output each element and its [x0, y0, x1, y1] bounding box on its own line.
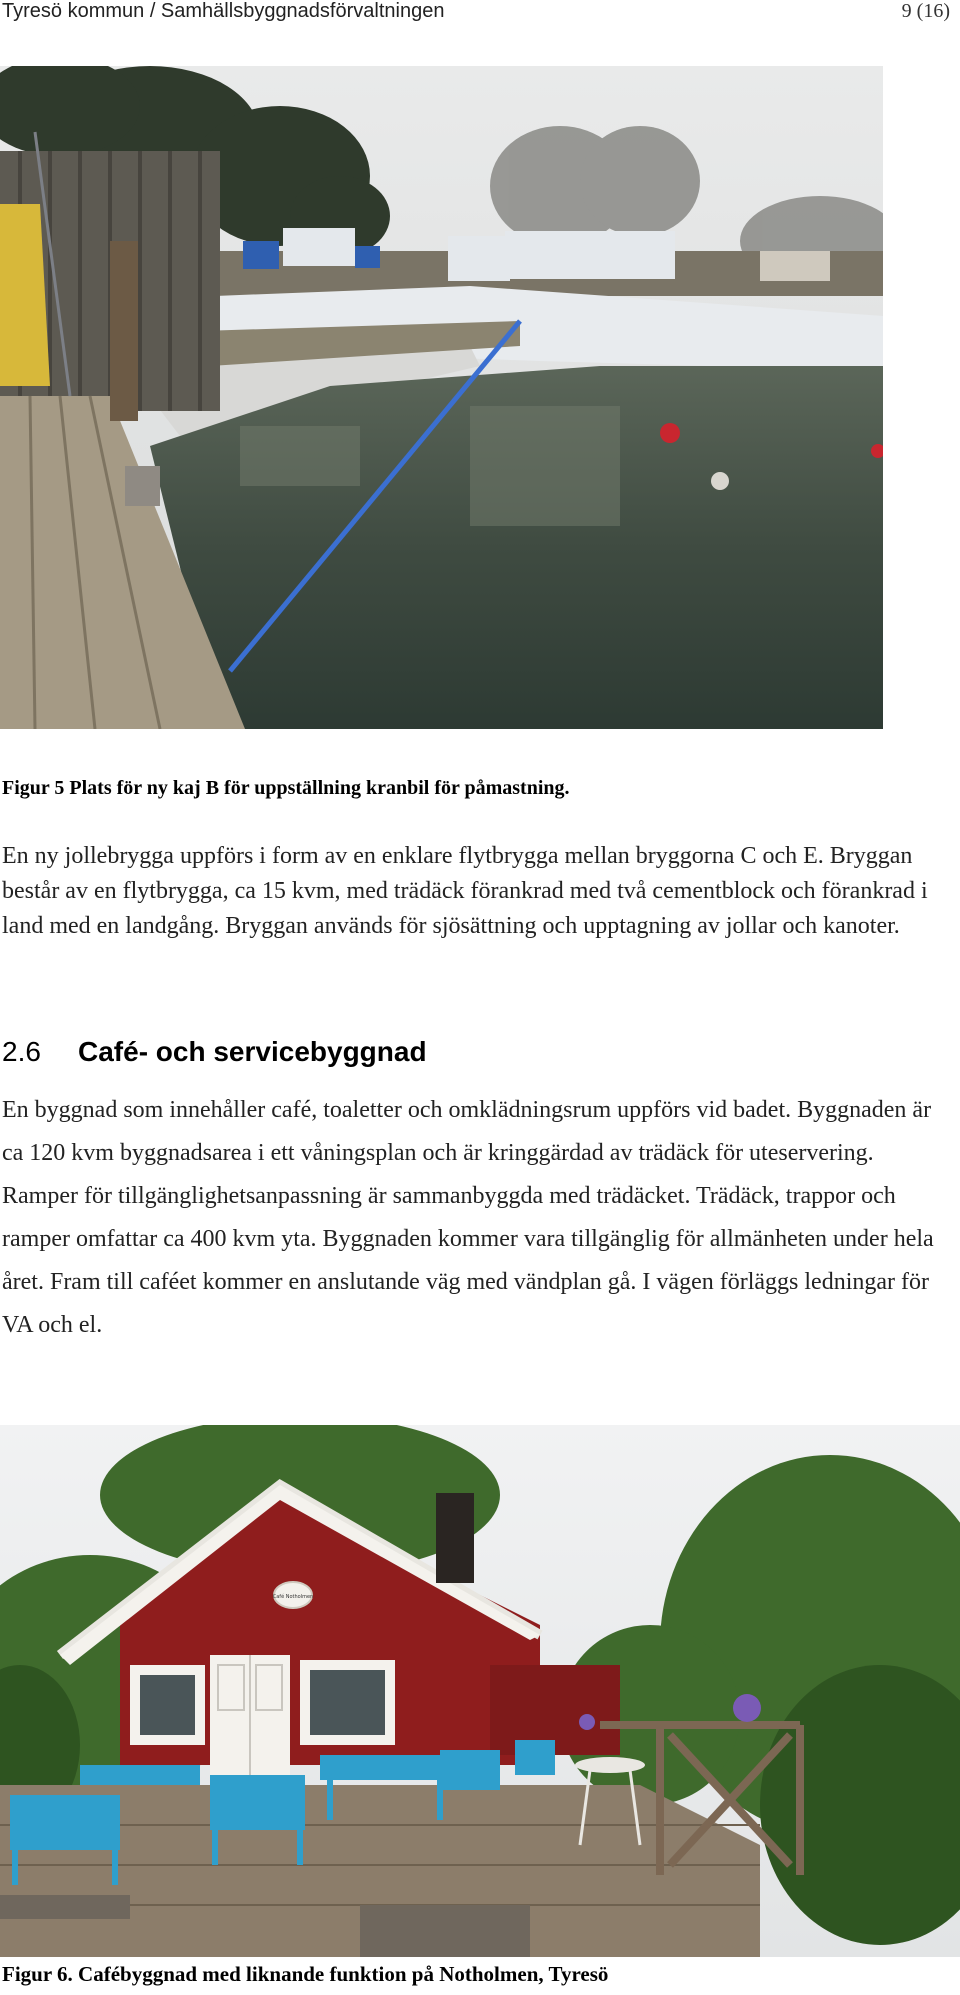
- header-breadcrumb: Tyresö kommun / Samhällsbyggnadsförvaltningen: [2, 0, 445, 22]
- harbour-photo: [0, 66, 883, 729]
- section-heading: [2, 1036, 427, 1068]
- paragraph-jollebrygga: En ny jollebrygga uppförs i form av en enklare flytbrygga mellan bryggorna C och E. Bryggan består av en flytbrygga, ca 15 kvm, med trädäck förankrad med två cementblock och förankrad i land med en landgång. Bryggan används för sjösättning och upptagning av jollar och kanoter.: [2, 843, 928, 939]
- cafe-photo: [0, 1425, 960, 1957]
- figure-5-caption: Figur 5 Plats för ny kaj B för uppställning kranbil för påmastning.: [2, 777, 570, 799]
- cafe-sign: Café Notholmen: [272, 1594, 314, 1600]
- paragraph-cafe-building: En byggnad som innehåller café, toaletter och omklädningsrum uppförs vid badet. Byggnaden är ca 120 kvm byggnadsarea i ett våningsplan och är kringgärdad av trädäck för uteservering. Ramper för tillgänglighetsanpassning är sammanbyggda med trädäcket. Trädäck, trappor och ramper omfattar ca 400 kvm yta. Byggnaden kommer vara tillgänglig för allmänheten under hela året. Fram till caféet kommer en anslutande väg med vändplan gå. I vägen förläggs ledningar för VA och el.: [2, 1097, 934, 1338]
- section-title: Café- och servicebyggnad: [78, 1036, 427, 1067]
- section-number: 2.6: [2, 1036, 41, 1067]
- page-header: [0, 0, 960, 24]
- page-number: 9 (16): [901, 0, 950, 22]
- figure-6-caption: Figur 6. Cafébyggnad med liknande funktion på Notholmen, Tyresö: [2, 1962, 609, 1986]
